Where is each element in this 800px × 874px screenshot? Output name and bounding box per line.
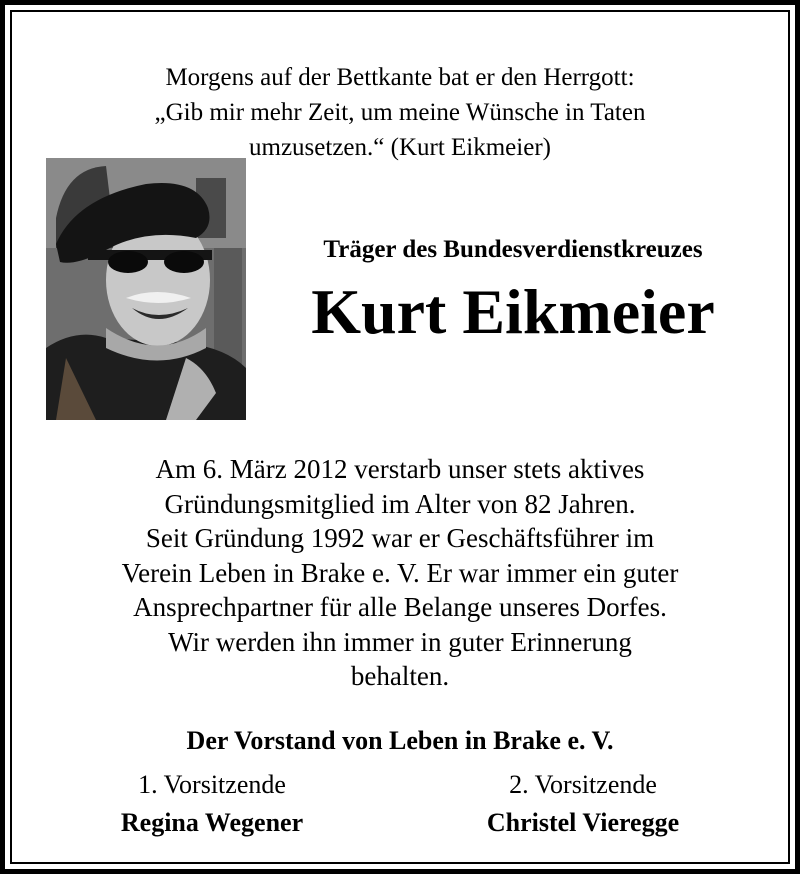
body-line: Am 6. März 2012 verstarb unser stets aktives — [155, 454, 645, 484]
quote-line: „Gib mir mehr Zeit, um meine Wünsche in Taten — [154, 99, 646, 126]
epigraph-quote — [60, 60, 740, 165]
second-chair-name: Christel Vieregge — [486, 808, 680, 837]
body-line: Ansprechpartner für alle Belange unseres Dorfes. — [133, 592, 667, 622]
portrait-photo — [46, 158, 246, 420]
first-chair-name: Regina Wegener — [120, 808, 304, 837]
body-line: Wir werden ihn immer in guter Erinnerung — [168, 626, 632, 657]
body-line: behalten. — [350, 661, 450, 691]
quote-line: umzusetzen.“ (Kurt Eikmeier) — [249, 134, 551, 161]
quote-line: Morgens auf der Bettkante bat er den Herrgott: — [165, 64, 635, 91]
first-chair-signature — [72, 770, 352, 838]
body-line: Seit Gründung 1992 war er Geschäftsführer im — [145, 523, 655, 553]
first-chair-role: 1. Vorsitzende — [138, 770, 286, 799]
honor-title: Träger des Bundesverdienstkreuzes — [323, 236, 703, 263]
board-signature: Der Vorstand von Leben in Brake e. V. — [186, 726, 614, 755]
body-line: Gründungsmitglied im Alter von 82 Jahren. — [164, 488, 636, 519]
second-chair-role: 2. Vorsitzende — [509, 770, 657, 799]
deceased-name: Kurt Eikmeier — [311, 276, 715, 347]
body-line: Verein Leben in Brake e. V. Er war immer ein guter — [121, 557, 679, 588]
obituary-text — [40, 452, 760, 694]
second-chair-signature — [443, 770, 723, 838]
portrait-icon — [46, 158, 246, 420]
